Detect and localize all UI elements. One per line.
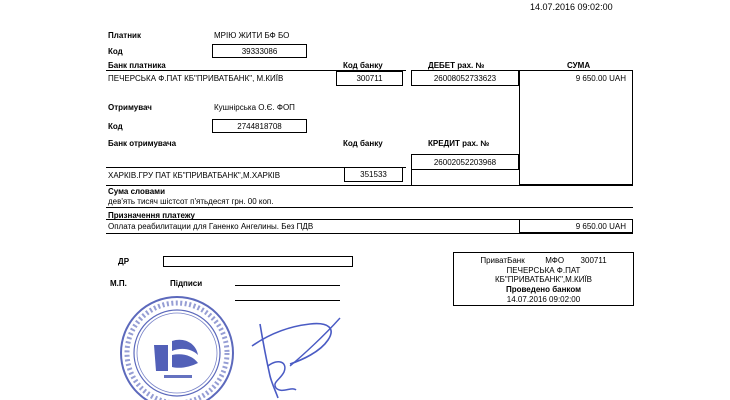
payer-bank-code: 300711: [356, 74, 383, 83]
mp-label: М.П.: [110, 279, 127, 288]
document-datetime: 14.07.2016 09:02:00: [530, 2, 613, 12]
purpose-label: Призначення платежу: [108, 211, 196, 220]
stamp-datetime: 14.07.2016 09:02:00: [506, 295, 581, 304]
credit-account: 26002052203968: [433, 158, 497, 167]
signature-line-2: [235, 300, 340, 301]
stamp-bank-name: ПриватБанк: [480, 256, 525, 265]
recipient-bank-label: Банк отримувача: [108, 139, 177, 148]
signature-line-1: [235, 285, 340, 286]
payer-bank-code-label: Код банку: [343, 61, 383, 70]
sum-amount: 9 650.00 UAH: [575, 74, 626, 83]
payer-bank: ПЕЧЕРСЬКА Ф.ПАТ КБ"ПРИВАТБАНК", М.КИЇВ: [108, 74, 284, 83]
debit-account-box: [411, 70, 519, 86]
stamp-branch-line1: ПЕЧЕРСЬКА Ф.ПАТ: [506, 266, 581, 275]
signatures-label: Підписи: [170, 279, 203, 288]
payer-bank-label: Банк платника: [108, 61, 166, 70]
recipient-bank-code-box: [344, 167, 403, 182]
recipient-name: Кушнірська О.Є. ФОП: [214, 103, 295, 112]
recipient-bank-code-label: Код банку: [343, 139, 383, 148]
payer-code: 39333086: [241, 47, 278, 56]
words-bottom-rule: [106, 207, 633, 208]
bank-stamp: [453, 252, 634, 306]
recipient-bank: ХАРКІВ.ГРУ ПАТ КБ"ПРИВАТБАНК",М.ХАРКІВ: [108, 171, 281, 180]
bank-seal-icon: [118, 293, 236, 400]
sum-column: [519, 70, 633, 185]
purpose-bottom-rule: [106, 233, 633, 234]
credit-column-rule: [411, 170, 412, 185]
recipient-bank-code: 351533: [360, 170, 387, 179]
credit-label: КРЕДИТ рах. №: [428, 139, 490, 148]
stamp-mfo: 300711: [580, 256, 607, 265]
amount-words: дев'ять тисяч шістсот п'ятьдесят грн. 00 коп.: [108, 197, 274, 206]
words-top-rule: [106, 185, 633, 186]
debit-label: ДЕБЕТ рах. №: [428, 61, 485, 70]
credit-account-box: [411, 154, 519, 170]
recipient-code-box: [212, 119, 307, 133]
debit-account: 26008052733623: [433, 74, 497, 83]
payer-code-label: Код: [108, 47, 123, 56]
purpose-text: Оплата реабилитации для Ганенко Ангелины. Без ПДВ: [108, 222, 314, 231]
payer-bank-code-box: [336, 71, 403, 86]
payer-label: Платник: [108, 31, 141, 40]
payer-code-box: [212, 44, 307, 58]
dr-field: [163, 256, 353, 267]
dr-label: ДР: [118, 257, 130, 266]
sum-label: СУМА: [567, 61, 591, 70]
recipient-label: Отримувач: [108, 103, 152, 112]
stamp-status: Проведено банком: [505, 285, 582, 294]
recipient-code: 2744818708: [237, 122, 282, 131]
amount-words-label: Сума словами: [108, 187, 166, 196]
handwritten-signature-icon: [232, 306, 352, 400]
stamp-mfo-label: МФО: [545, 256, 565, 265]
recipient-code-label: Код: [108, 122, 123, 131]
purpose-amount: 9 650.00 UAH: [575, 222, 626, 231]
stamp-branch-line2: КБ"ПРИВАТБАНК",М.КИЇВ: [494, 275, 593, 284]
purpose-amount-box: [519, 219, 633, 233]
payer-name: МРІЮ ЖИТИ БФ БО: [214, 31, 290, 40]
